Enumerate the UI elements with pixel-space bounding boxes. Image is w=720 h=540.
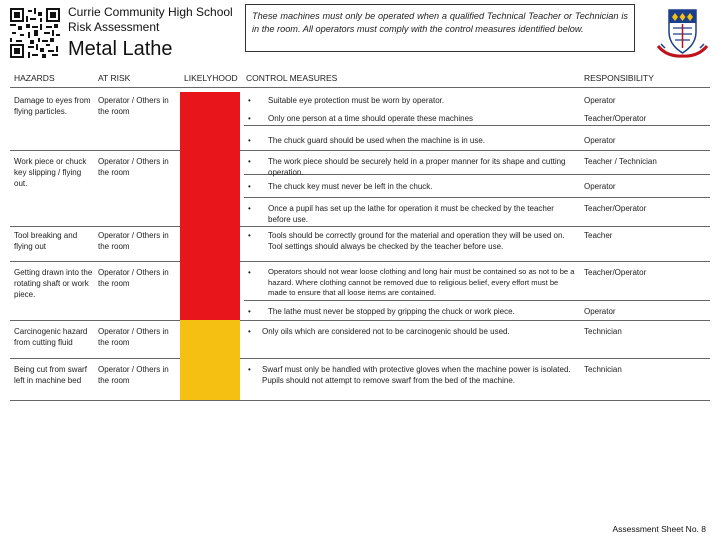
responsibility-cell: Operator <box>584 182 616 191</box>
row-divider <box>10 226 710 227</box>
control-measure: The chuck guard should be used when the machine is in use. <box>268 136 486 145</box>
likelihood-high <box>180 226 240 261</box>
responsibility-cell: Teacher/Operator <box>584 204 647 213</box>
col-control-measures: CONTROL MEASURES <box>246 73 338 83</box>
bullet: • <box>248 136 251 145</box>
row-divider <box>10 400 710 401</box>
col-responsibility: RESPONSIBILITY <box>584 73 654 83</box>
bullet: • <box>248 268 251 277</box>
control-measure: The chuck key must never be left in the chuck. <box>268 182 433 191</box>
bullet: • <box>248 96 251 105</box>
responsibility-cell: Teacher/Operator <box>584 268 647 277</box>
qr-code-icon <box>10 8 60 58</box>
row-divider <box>10 261 710 262</box>
row-divider <box>10 358 710 359</box>
bullet: • <box>248 365 251 374</box>
likelihood-medium <box>180 320 240 358</box>
at-risk-cell: Operator / Others in the room <box>98 157 169 177</box>
control-measure: The work piece should be securely held in a proper manner for its shape and cutting operation. <box>268 157 566 177</box>
at-risk-cell: Operator / Others in the room <box>98 96 169 116</box>
bullet: • <box>248 114 251 123</box>
responsibility-cell: Operator <box>584 136 616 145</box>
at-risk-cell: Operator / Others in the room <box>98 365 169 385</box>
col-at-risk: AT RISK <box>98 73 131 83</box>
bullet: • <box>248 182 251 191</box>
bullet: • <box>248 157 251 166</box>
responsibility-cell: Teacher <box>584 231 613 240</box>
hazard-cell: Work piece or chuck key slipping / flying out. <box>14 157 87 188</box>
row-divider <box>10 150 710 151</box>
hazard-cell: Carcinogenic hazard from cutting fluid <box>14 327 88 347</box>
at-risk-cell: Operator / Others in the room <box>98 327 169 347</box>
document-type: Risk Assessment <box>68 20 160 34</box>
control-measure: Tools should be correctly ground for the material and operation they will be used on. Tool settings should always be checked by the teacher before use. <box>268 231 565 251</box>
school-crest-icon <box>655 4 710 59</box>
operator-notice: These machines must only be operated when a qualified Technical Teacher or Technician is in the room. All operators must comply with the control measures identified below. <box>245 4 635 52</box>
likelihood-high <box>180 261 240 320</box>
measure-divider <box>244 197 710 198</box>
control-measure: Only oils which are considered not to be carcinogenic should be used. <box>262 327 510 336</box>
school-name: Currie Community High School <box>68 5 233 19</box>
col-likelihood: LIKELYHOOD <box>184 73 238 83</box>
bullet: • <box>248 204 251 213</box>
control-measure: The lathe must never be stopped by gripping the chuck or work piece. <box>268 307 515 316</box>
hazard-cell: Being cut from swarf left in machine bed <box>14 365 87 385</box>
control-measure: Suitable eye protection must be worn by operator. <box>268 96 445 105</box>
responsibility-cell: Operator <box>584 307 616 316</box>
bullet: • <box>248 231 251 240</box>
school-header <box>68 5 233 35</box>
responsibility-cell: Technician <box>584 365 622 374</box>
measure-divider <box>244 125 710 126</box>
bullet: • <box>248 327 251 336</box>
responsibility-cell: Technician <box>584 327 622 336</box>
assessment-sheet-number: Assessment Sheet No. 8 <box>612 524 706 534</box>
hazard-cell: Damage to eyes from flying particles. <box>14 96 91 116</box>
responsibility-cell: Operator <box>584 96 616 105</box>
control-measure: Swarf must only be handled with protective gloves when the machine power is isolated. Pupils should not attempt to remove swarf from the bed of the machine. <box>262 365 571 385</box>
likelihood-high <box>180 92 240 226</box>
col-hazards: HAZARDS <box>14 73 55 83</box>
at-risk-cell: Operator / Others in the room <box>98 231 169 251</box>
hazard-cell: Getting drawn into the rotating shaft or work piece. <box>14 268 93 299</box>
control-measure: Once a pupil has set up the lathe for operation it must be checked by the teacher before use. <box>268 204 554 224</box>
measure-divider <box>244 300 710 301</box>
bullet: • <box>248 307 251 316</box>
responsibility-cell: Teacher/Operator <box>584 114 647 123</box>
responsibility-cell: Teacher / Technician <box>584 157 657 166</box>
page-title: Metal Lathe <box>68 38 173 60</box>
control-measure: Only one person at a time should operate these machines <box>268 114 474 123</box>
header-rule <box>10 87 710 88</box>
row-divider <box>10 320 710 321</box>
hazard-cell: Tool breaking and flying out <box>14 231 78 251</box>
likelihood-medium <box>180 358 240 400</box>
control-measure: Operators should not wear loose clothing and long hair must be contained so as not to be a hazard. Where clothing cannot be removed due to religious belief, every effort must be made to ensure that all loose items are contained. <box>268 267 575 297</box>
at-risk-cell: Operator / Others in the room <box>98 268 169 288</box>
